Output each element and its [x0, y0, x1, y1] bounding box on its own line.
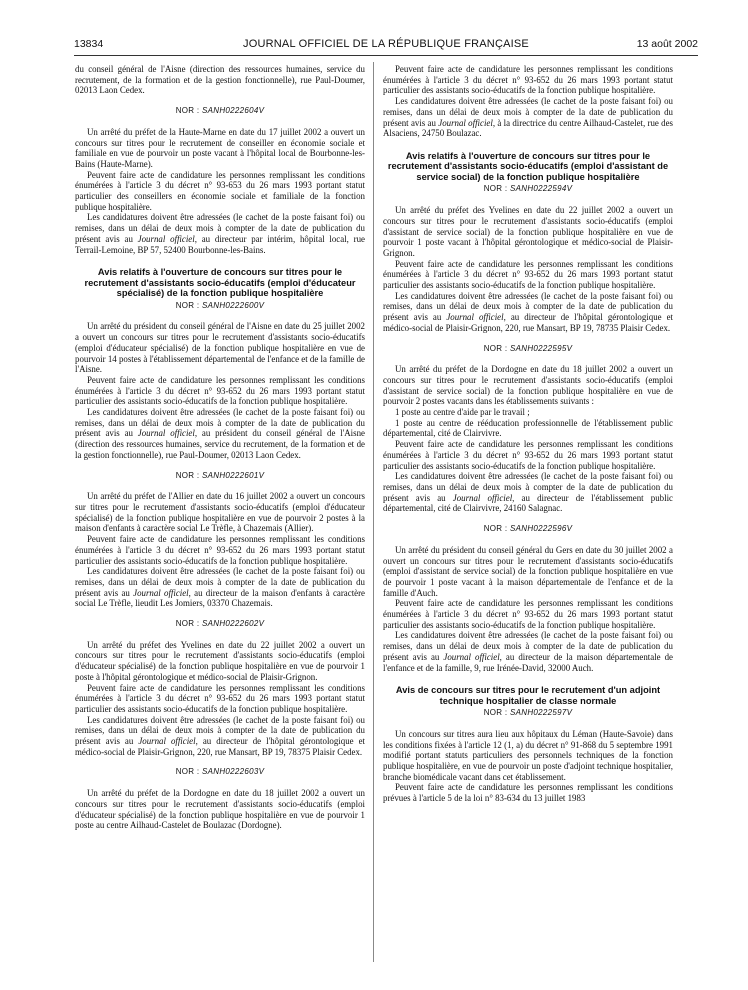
nor-reference: NOR : SANH0222595V	[483, 343, 573, 353]
paragraph: Les candidatures doivent être adressées (le cachet de la poste faisant foi) ou remises, dans un délai de deux mois à compter de la date de publication du présent avis au Journal officiel, au directeur de l'hôpital gérontologique et médico-social de Plaisir-Grignon, 220, rue Mansart, BP 19, 78735 Plaisir Cedex.	[383, 290, 673, 333]
list-item: 1 poste au centre d'aide par le travail ;	[395, 407, 530, 418]
page-header	[74, 38, 698, 54]
paragraph: Peuvent faire acte de candidature les personnes remplissant les conditions énumérées à l'article 3 du décret n° 93-652 du 26 mars 1993 portant statut particulier des assistants socio-éducatifs de la fonction publique hospitalière.	[75, 374, 365, 407]
paragraph: Les candidatures doivent être adressées (le cachet de la poste faisant foi) ou remises, dans un délai de deux mois à compter de la date de publication du présent avis au Journal officiel, à la directrice du centre Ailhaud-Castelet, rue des Alsaciens, 24750 Boulazac.	[383, 96, 673, 139]
section-heading: Avis relatifs à l'ouverture de concours sur titres pour le recrutement d'assistants socio-éducatifs (emploi d'éducateur spécialisé) de la fonction publique hospitalière	[84, 267, 356, 299]
paragraph: Un concours sur titres aura lieu aux hôpitaux du Léman (Haute-Savoie) dans les conditions fixées à l'article 12 (1, a) du décret n° 91-868 du 5 septembre 1991 modifié portant statuts particuliers des personnels techniques de la fonction publique hospitalière, en vue de pourvoir un poste d'adjoint technique hospitalier, branche biomédicale vacant dans cet établissement.	[383, 728, 673, 782]
right-column	[383, 64, 673, 804]
paragraph: Peuvent faire acte de candidature les personnes remplissant les conditions énumérées à l'article 3 du décret n° 93-652 du 26 mars 1993 portant statut particulier des assistants socio-éducatifs de la fonction publique hospitalière.	[383, 439, 673, 471]
nor-reference: NOR : SANH0222597V	[483, 708, 573, 718]
paragraph: Peuvent faire acte de candidature les personnes remplissant les conditions énumérées à l'article 3 du décret n° 93-653 du 26 mars 1993 portant statut particulier des conseillers en économie sociale et familiale de la fonction publique hospitalière.	[75, 169, 365, 212]
paragraph: Peuvent faire acte de candidature les personnes remplissant les conditions énumérées à l'article 3 du décret n° 93-652 du 26 mars 1993 portant statut particulier des assistants socio-éducatifs de la fonction publique hospitalière.	[383, 598, 673, 630]
paragraph: Peuvent faire acte de candidature les personnes remplissant les conditions énumérées à l'article 3 du décret n° 93-652 du 26 mars 1993 portant statut particulier des assistants socio-éducatifs de la fonction publique hospitalière.	[75, 682, 365, 714]
paragraph: Un arrêté du préfet de la Dordogne en date du 18 juillet 2002 a ouvert un concours sur titres pour le recrutement d'assistants socio-éducatifs (emploi d'assistant de service social) de la fonction publique hospitalière en vue de pourvoir 2 postes vacants dans les établissements suivants :	[383, 364, 673, 407]
paragraph: Un arrêté du préfet des Yvelines en date du 22 juillet 2002 a ouvert un concours sur titres pour le recrutement d'assistants socio-éducatifs (emploi d'assistant de service social) de la fonction publique hospitalière en vue de pourvoir 1 poste vacant à l'hôpital gérontologique et médico-social de Plaisir-Grignon.	[383, 205, 673, 258]
nor-reference: NOR : SANH0222602V	[175, 619, 265, 629]
paragraph: Un arrêté du préfet de la Haute-Marne en date du 17 juillet 2002 a ouvert un concours sur titres pour le recrutement de conseiller en économie sociale et familiale en vue de pourvoir un poste vacant à l'hôpital local de Bourbonne-les-Bains (Haute-Marne).	[75, 126, 365, 169]
paragraph: Peuvent faire acte de candidature les personnes remplissant les conditions énumérées à l'article 3 du décret n° 93-652 du 26 mars 1993 portant statut particulier des assistants socio-éducatifs de la fonction publique hospitalière.	[383, 64, 673, 96]
nor-reference: NOR : SANH0222603V	[175, 767, 265, 777]
paragraph: Les candidatures doivent être adressées (le cachet de la poste faisant foi) ou remises, dans un délai de deux mois à compter de la date de publication du présent avis au Journal officiel, au directeur de l'hôpital gérontologique et médico-social de Plaisir-Grignon, 220, rue Mansart, BP 19, 78375 Plaisir Cedex.	[75, 714, 365, 757]
paragraph: Un arrêté du préfet des Yvelines en date du 22 juillet 2002 a ouvert un concours sur titres pour le recrutement d'assistants socio-éducatifs (emploi d'éducateur spécialisé) de la fonction publique hospitalière en vue de pourvoir 1 poste à l'hôpital gérontologique et médico-social de Plaisir-Grignon.	[75, 639, 365, 682]
issue-date: 13 août 2002	[636, 38, 698, 50]
paragraph: Peuvent faire acte de candidature les personnes remplissant les conditions énumérées à l'article 3 du décret n° 93-652 du 26 mars 1993 portant statut particulier des assistants socio-éducatifs de la fonction publique hospitalière.	[75, 534, 365, 566]
nor-reference: NOR : SANH0222596V	[483, 524, 573, 534]
left-column	[75, 64, 365, 831]
nor-reference: NOR : SANH0222604V	[175, 106, 265, 116]
paragraph: Un arrêté du président du conseil général du Gers en date du 30 juillet 2002 a ouvert un concours sur titres pour le recrutement d'assistants socio-éducatifs (emploi d'assistant de service social) de la fonction publique hospitalière en vue de pourvoir 1 poste vacant à la maison départementale de l'enfance et de la famille d'Auch.	[383, 544, 673, 598]
list-item: 1 poste au centre de rééducation professionnelle de l'établissement public départemental, cité de Clairvivre.	[383, 417, 673, 439]
section-heading: Avis de concours sur titres pour le recrutement d'un adjoint technique hospitalier de classe normale	[395, 685, 661, 706]
paragraph: Un arrêté du préfet de la Dordogne en date du 18 juillet 2002 a ouvert un concours sur titres pour le recrutement d'assistants socio-éducatifs (emploi d'éducateur spécialisé) de la fonction publique hospitalière en vue de pourvoir 1 poste au centre Ailhaud-Castelet de Boulazac (Dordogne).	[75, 788, 365, 831]
paragraph: Peuvent faire acte de candidature les personnes remplissant les conditions énumérées à l'article 3 du décret n° 93-652 du 26 mars 1993 portant statut particulier des assistants socio-éducatifs de la fonction publique hospitalière.	[383, 258, 673, 291]
paragraph: Un arrêté du préfet de l'Allier en date du 16 juillet 2002 a ouvert un concours sur titres pour le recrutement d'assistants socio-éducatifs (emploi d'éducateur spécialisé) de la fonction publique hospitalière en vue de pourvoir 2 postes à la maison d'enfants à caractère social Le Trèfle, à Chazemais (Allier).	[75, 491, 365, 534]
paragraph: Peuvent faire acte de candidature les personnes remplissant les conditions prévues à l'article 5 de la loi n° 83-634 du 13 juillet 1983	[383, 782, 673, 804]
header-rule	[74, 55, 698, 56]
section-heading: Avis relatifs à l'ouverture de concours sur titres pour le recrutement d'assistants socio-éducatifs (emploi d'assistant de service social) de la fonction publique hospitalière	[387, 150, 669, 182]
column-divider	[373, 62, 374, 962]
paragraph: Les candidatures doivent être adressées (le cachet de la poste faisant foi) ou remises, dans un délai de deux mois à compter de la date de publication du présent avis au Journal officiel, au directeur de l'établissement public départemental, cité de Clairvivre, 24160 Salagnac.	[383, 471, 673, 514]
nor-reference: NOR : SANH0222594V	[483, 184, 573, 194]
paragraph: du conseil général de l'Aisne (direction des ressources humaines, service du recrutement, de la formation et de la gestion fonctionnelle), rue Paul-Doumer, 02013 Laon Cedex.	[75, 64, 365, 96]
page-number: 13834	[74, 38, 104, 50]
paragraph: Les candidatures doivent être adressées (le cachet de la poste faisant foi) ou remises, dans un délai de deux mois à compter de la date de publication du présent avis au Journal officiel, au directeur de la maison d'enfants à caractère social Le Trèfle, lieudit Les Jomiers, 03370 Chazemais.	[75, 566, 365, 609]
nor-reference: NOR : SANH0222601V	[175, 470, 265, 480]
paragraph: Les candidatures doivent être adressées (le cachet de la poste faisant foi) ou remises, dans un délai de deux mois à compter de la date de publication du présent avis au Journal officiel, au directeur de la maison départementale de l'enfance et de la famille, 9, rue Irénée-David, 32000 Auch.	[383, 630, 673, 673]
paragraph: Les candidatures doivent être adressées (le cachet de la poste faisant foi) ou remises, dans un délai de deux mois à compter de la date de publication du présent avis au Journal officiel, au président du conseil général de l'Aisne (direction des ressources humaines, service du recrutement, de la formation et de la gestion fonctionnelle), rue Paul-Doumer, 02013 Laon Cedex.	[75, 407, 365, 460]
nor-reference: NOR : SANH0222600V	[175, 300, 265, 310]
paragraph: Un arrêté du président du conseil général de l'Aisne en date du 25 juillet 2002 a ouvert un concours sur titres pour le recrutement d'assistants socio-éducatifs (emploi d'éducateur spécialisé) de la fonction publique hospitalière en vue de pourvoir 14 postes à l'établissement départemental de l'enfance et de la famille de l'Aisne.	[75, 321, 365, 375]
journal-title: JOURNAL OFFICIEL DE LA RÉPUBLIQUE FRANÇAISE	[243, 38, 529, 50]
paragraph: Les candidatures doivent être adressées (le cachet de la poste faisant foi) ou remises, dans un délai de deux mois à compter de la date de publication du présent avis au Journal officiel, au directeur par intérim, hôpital local, rue Terrail-Lemoine, BP 57, 52400 Bourbonne-les-Bains.	[75, 212, 365, 255]
